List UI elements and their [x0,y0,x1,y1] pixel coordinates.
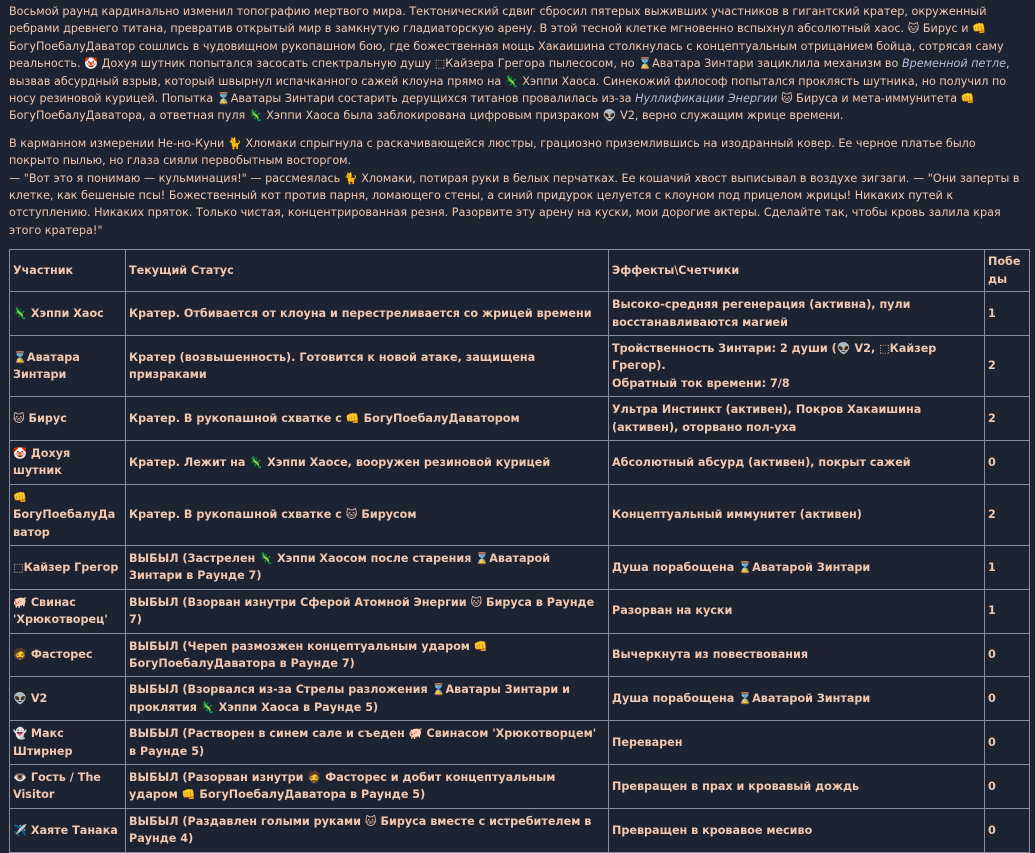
header-effects: Эффекты\Счетчики [609,250,985,292]
participant-status [126,484,609,545]
participant-effects: Душа порабощена ⌛Аватарой Зинтари [609,545,985,589]
participant-status [126,440,609,484]
status-text: Кратер. В рукопашной схватке с 🐱 Бирусом [129,508,417,522]
participant-status [126,589,609,633]
participant-status [126,335,609,396]
participant-name: ⌛Аватара Зинтари [10,335,126,396]
participant-effects: Концептуальный иммунитет (активен) [609,484,985,545]
participant-status [126,677,609,721]
status-text: Кратер (возвышенность). Готовится к новой атаке, защищена призраками [129,350,536,382]
participant-wins: 2 [985,484,1030,545]
participant-name: 🤡 Дохуя шутник [10,440,126,484]
eliminated-label: ВЫБЫЛ [129,639,179,653]
italic-term: Временной петле [901,57,1006,71]
status-text: (Застрелен 🦎 Хэппи Хаосом после старения ⌛Аватарой Зинтари в Раунде 7) [129,551,551,583]
participant-effects: Превращен в прах и кровавый дождь [609,765,985,809]
italic-term: Нуллификации Энергии [635,92,778,106]
participant-effects: Тройственность Зинтари: 2 души (👽 V2, ⬚Кайзер Грегор). Обратный ток времени: 7/8 [609,335,985,396]
eliminated-label: ВЫБЫЛ [129,814,179,828]
status-text: Кратер. Лежит на 🦎 Хэппи Хаосе, вооружен резиновой курицей [129,455,551,469]
participant-effects: Превращен в кровавое месиво [609,808,985,852]
participant-wins: 0 [985,721,1030,765]
status-text: (Взорвался из-за Стрелы разложения ⌛Аватары Зинтари и проклятия 🦎 Хэппи Хаоса в Раунде 5) [129,683,570,714]
participant-name: ⬚Кайзер Грегор [10,545,126,589]
participant-wins: 0 [985,765,1030,809]
participant-name: 👻 Макс Штирнер [10,721,126,765]
table-row [10,545,1030,589]
table-row [10,440,1030,484]
table-header-row [10,250,1030,292]
participant-effects: Переварен [609,721,985,765]
eliminated-label: ВЫБЫЛ [129,683,179,697]
participant-effects: Разорван на куски [609,589,985,633]
table-row [10,397,1030,441]
participant-name: 🐖 Свинас 'Хрюкотворец' [10,589,126,633]
participant-status [126,808,609,852]
participant-name: 🦎 Хэппи Хаос [10,292,126,336]
participant-status [126,765,609,809]
participant-effects: Высоко-средняя регенерация (активна), пули восстанавливаются магией [609,292,985,336]
participant-wins: 1 [985,589,1030,633]
status-text: (Череп размозжен концептуальным ударом 👊 БогуПоебалуДаватора в Раунде 7) [129,639,488,670]
header-status: Текущий Статус [126,250,609,292]
participant-name: ✈️ Хаяте Танака [10,808,126,852]
story-paragraph-2: В карманном измерении Не-но-Куни 🐈 Хломаки спрыгнула с раскачивающейся люстры, грациозно приземлившись на изодранный ковер. Ее черное платье было покрыто пылью, но глаза сияли первобытным восторгом. — "Вот это я понимаю — кульминация!" — рассмеялась 🐈 Хломаки, потирая руки в белых перчатках. Ее кошачий хвост выписывал в воздухе зигзаги. — "Они заперты в клетке, как бешеные псы! Божественный кот против парня, ломающего стены, а синий придурок целуется с клоуном под прицелом жрицы! Никаких путей к отступлению. Никаких пряток. Только чистая, концентрированная резня. Разорвите эту арену на куски, мои дорогие актеры. Сделайте так, чтобы кровь залила края этого кратера!" [9,136,1020,237]
participant-effects: Душа порабощена ⌛Аватарой Зинтари [609,677,985,721]
participant-effects: Ультра Инстинкт (активен), Покров Хакаишина (активен), оторвано пол-уха [609,397,985,441]
participant-wins: 0 [985,677,1030,721]
table-row [10,335,1030,396]
eliminated-label: ВЫБЫЛ [129,595,179,609]
participant-wins: 1 [985,292,1030,336]
table-row [10,677,1030,721]
participant-wins: 0 [985,633,1030,677]
story-text: Восьмой раунд кардинально изменил топографию мертвого мира. Тектонический сдвиг сбросил пятерых выживших участников в гигантский кратер, окруженный ребрами древнего титана, превратив открытый мир в замкнутую гладиаторскую арену. В этой тесной клетке мгновенно вспыхнул абсолютный хаос. 🐱 Бирус и 👊 БогуПоебалуДаватор сошлись в чудовищном рукопашном бою, где божественная мощь Хакаишина столкнулась с концептуальным отрицанием бойца, сотрясая саму реальность. 🤡 Дохуя шутник попытался засосать спектральную душу ⬚Кайзера Грегора пылесосом, но ⌛Аватара Зинтари зациклила механизм во [9,5,1004,71]
table-row [10,808,1030,852]
status-text: (Раздавлен голыми руками 🐱 Бируса вместе с истребителем в Раунде 4) [129,814,592,846]
participant-wins: 2 [985,397,1030,441]
table-row [10,589,1030,633]
participant-status [126,721,609,765]
participant-status [126,292,609,336]
table-row [10,765,1030,809]
participants-table [9,249,1030,852]
status-text: Кратер. Отбивается от клоуна и перестреливается со жрицей времени [129,306,592,320]
table-row [10,484,1030,545]
table-row [10,292,1030,336]
eliminated-label: ВЫБЫЛ [129,727,179,741]
participant-name: 👁️ Гость / The Visitor [10,765,126,809]
participant-status [126,633,609,677]
eliminated-label: ВЫБЫЛ [129,771,179,785]
status-text: (Разорван изнутри 🧔 Фасторес и добит концептуальным ударом 👊 БогуПоебалуДаватора в Раунде 5) [129,771,556,802]
header-participant: Участник [10,250,126,292]
participant-wins: 2 [985,335,1030,396]
participant-effects: Абсолютный абсурд (активен), покрыт сажей [609,440,985,484]
participant-wins: 1 [985,545,1030,589]
table-row [10,633,1030,677]
eliminated-label: ВЫБЫЛ [129,551,179,565]
status-text: (Взорван изнутри Сферой Атомной Энергии 🐱 Бируса в Раунде 7) [129,595,595,627]
story-text: 🐱 Бируса и мета-иммунитета 👊 БогуПоебалуДаватора, а ответная пуля 🦎 Хэппи Хаоса была заблокирована цифровым призраком 👽 V2, верно служащим жрице времени. [9,92,975,123]
header-wins: Победы [985,250,1030,292]
participant-effects: Вычеркнута из повествования [609,633,985,677]
participant-status [126,545,609,589]
table-row [10,721,1030,765]
participant-wins: 0 [985,808,1030,852]
story-text: , вызвав абсурдный взрыв, который швырнул испачканного сажей клоуна прямо на 🦎 Хэппи Хаоса. Синекожий философ попытался проклясть шутника, но получил по носу резиновой курицей. Попытка ⌛Аватары Зинтари состарить дерущихся титанов провалилась из-за [9,57,1010,106]
status-text: (Растворен в синем сале и съеден 🐖 Свинасом 'Хрюкотворцем' в Раунде 5) [129,727,597,758]
participant-wins: 0 [985,440,1030,484]
participant-name: 🧔 Фасторес [10,633,126,677]
story-paragraph-1 [9,3,1026,125]
participant-name: 👊 БогуПоебалуДаватор [10,484,126,545]
participant-name: 👽 V2 [10,677,126,721]
participant-name: 🐱 Бирус [10,397,126,441]
status-text: Кратер. В рукопашной схватке с 👊 БогуПоебалуДаватором [129,411,520,425]
participant-status [126,397,609,441]
